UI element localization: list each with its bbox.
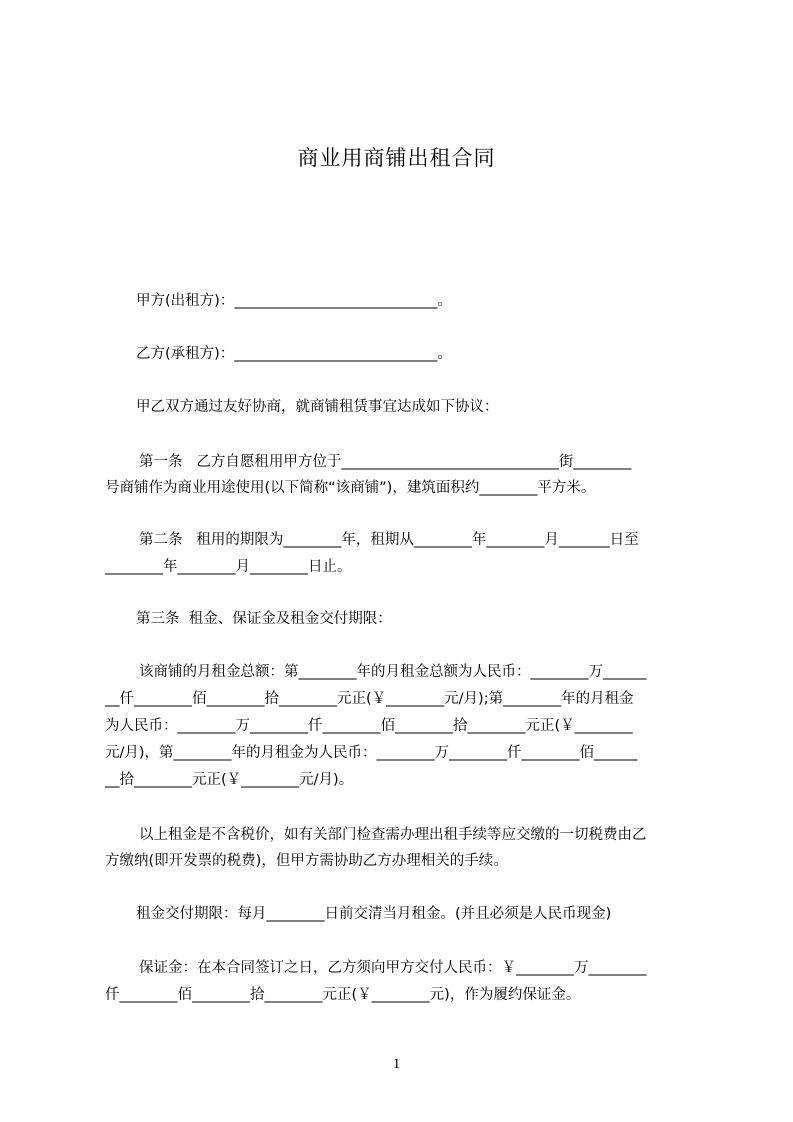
rent-line-3: 为人民币：________万________仟________佰________拾________元正(￥________ — [105, 718, 633, 734]
rent-line-4: 元/月)，第________年的月租金为人民币：________万________仟________佰______ — [105, 745, 638, 761]
rent-line-2: __仟________佰________拾________元正(￥________元/月);第________年的月租金 — [105, 691, 634, 707]
article-1-line-2: 号商铺作为商业用途使用(以下简称“该商铺”)，建筑面积约________平方米。 — [105, 480, 596, 496]
rent-line-1: 该商铺的月租金总额：第________年的月租金总额为人民币：________万______ — [139, 664, 647, 680]
document-title: 商业用商铺出租合同 — [297, 146, 496, 170]
party-b-line: 乙方(承租方)：____________________________。 — [136, 346, 452, 362]
party-a-line: 甲方(出租方)：____________________________。 — [136, 293, 452, 309]
page-number: 1 — [392, 1056, 401, 1072]
article-3-heading: 第三条 租金、保证金及租金交付期限： — [136, 611, 392, 627]
article-2-line-2: ________年________月________日止。 — [105, 559, 352, 575]
deposit-line-2: 仟________佰________拾________元正(￥________元)，作为履约保证金。 — [105, 987, 581, 1003]
article-2-line-1: 第二条 租用的期限为________年，租期从________年________月_______日至 — [139, 532, 639, 548]
deposit-line-1: 保证金：在本合同签订之日，乙方须向甲方交付人民币：￥________万________ — [139, 960, 647, 976]
article-1-line-1: 第一条 乙方自愿租用甲方位于______________________________街________ — [139, 454, 632, 470]
intro-line: 甲乙双方通过友好协商，就商铺租赁事宜达成如下协议： — [136, 399, 499, 415]
tax-line-2: 方缴纳(即开发票的税费)，但甲方需协助乙方办理相关的手续。 — [105, 853, 508, 869]
rent-line-5: __拾________元正(￥________元/月)。 — [105, 772, 354, 788]
payment-deadline-line: 租金交付期限：每月________日前交清当月租金。(并且必须是人民币现金) — [136, 906, 612, 922]
tax-line-1: 以上租金是不含税价，如有关部门检查需办理出租手续等应交缴的一切税费由乙 — [139, 827, 647, 843]
